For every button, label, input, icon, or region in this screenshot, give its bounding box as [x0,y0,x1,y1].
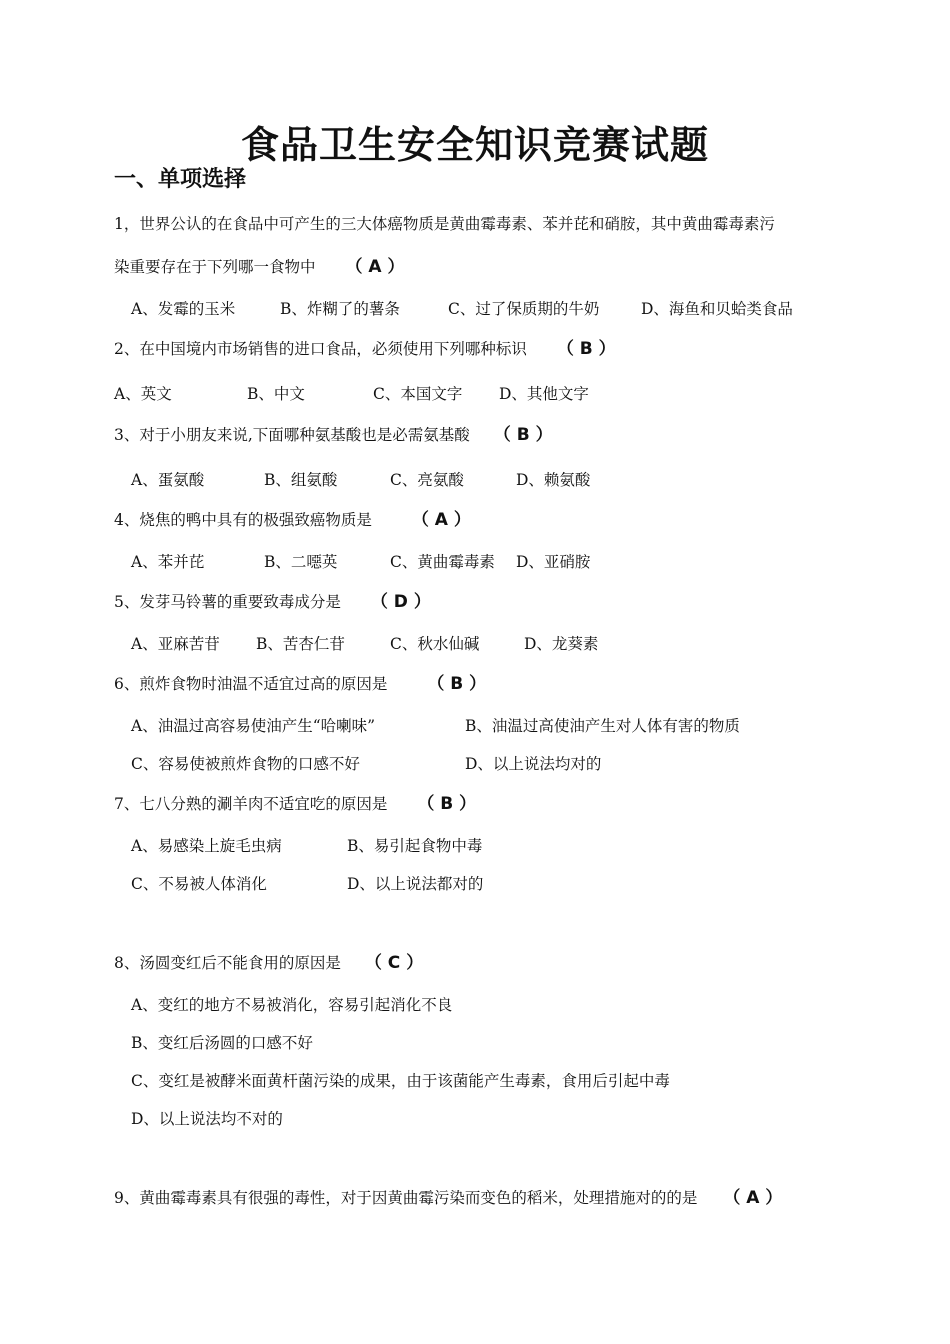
question-8-option-a: A、变红的地方不易被消化，容易引起消化不良 [131,996,453,1014]
question-3-text: 3、对于小朋友来说,下面哪种氨基酸也是必需氨基酸 （ B ） [114,425,553,445]
question-3-option-c: C、亮氨酸 [390,471,464,489]
question-9-text: 9、黄曲霉毒素具有很强的毒性，对于因黄曲霉污染而变色的稻米，处理措施对的的是 （ A ） [114,1188,783,1208]
question-7-text: 7、七八分熟的涮羊肉不适宜吃的原因是 （ B ） [114,794,477,814]
question-2-answer: （ B ） [556,339,616,359]
question-5-option-c: C、秋水仙碱 [390,635,480,653]
question-6-answer: （ B ） [427,674,487,694]
question-3-option-d: D、赖氨酸 [516,471,591,489]
question-4-option-c: C、黄曲霉毒素 [390,553,495,571]
question-8-option-d: D、以上说法均不对的 [131,1110,283,1128]
question-6-option-d: D、以上说法均对的 [465,755,602,773]
question-1-text-line-1: 1，世界公认的在食品中可产生的三大体癌物质是黄曲霉毒素、苯并芘和硝胺，其中黄曲霉毒素污 [114,215,775,233]
question-5-option-a: A、亚麻苦苷 [131,635,220,653]
question-1-option-b: B、炸糊了的薯条 [280,300,400,318]
question-2-option-a: A、英文 [114,385,172,403]
question-1-option-a: A、发霉的玉米 [131,300,236,318]
question-8-text: 8、汤圆变红后不能食用的原因是 （ C ） [114,953,424,973]
document-title: 食品卫生安全知识竞赛试题 [240,123,709,167]
question-4-option-a: A、苯并芘 [131,553,205,571]
question-7-option-d: D、以上说法都对的 [347,875,484,893]
question-5-text: 5、发芽马铃薯的重要致毒成分是 （ D ） [114,592,431,612]
question-2-text: 2、在中国境内市场销售的进口食品，必须使用下列哪种标识 （ B ） [114,339,616,359]
question-4-option-d: D、亚硝胺 [516,553,591,571]
question-1-answer: （ A ） [345,257,405,277]
question-7-option-a: A、易感染上旋毛虫病 [131,837,282,855]
question-4-option-b: B、二噁英 [264,553,338,571]
question-7-answer: （ B ） [417,794,477,814]
question-9-answer: （ A ） [723,1188,783,1208]
question-7-option-b: B、易引起食物中毒 [347,837,483,855]
question-4-answer: （ A ） [411,510,471,530]
question-6-option-a: A、油温过高容易使油产生“哈喇味” [131,717,376,735]
question-2-option-c: C、本国文字 [373,385,463,403]
question-5-answer: （ D ） [370,592,431,612]
question-1-text-line-2: 染重要存在于下列哪一食物中 （ A ） [114,257,405,277]
question-2-option-b: B、中文 [247,385,305,403]
question-3-answer: （ B ） [493,425,553,445]
question-1-option-d: D、海鱼和贝蛤类食品 [641,300,793,318]
question-4-text: 4、烧焦的鸭中具有的极强致癌物质是 （ A ） [114,510,471,530]
question-1-option-c: C、过了保质期的牛奶 [448,300,600,318]
question-6-option-b: B、油温过高使油产生对人体有害的物质 [465,717,740,735]
question-5-option-b: B、苦杏仁苷 [256,635,345,653]
question-2-option-d: D、其他文字 [499,385,589,403]
section-heading: 一、单项选择 [114,167,247,192]
question-6-text: 6、煎炸食物时油温不适宜过高的原因是 （ B ） [114,674,487,694]
question-3-option-a: A、蛋氨酸 [131,471,205,489]
question-7-option-c: C、不易被人体消化 [131,875,267,893]
question-8-answer: （ C ） [364,953,424,973]
question-8-option-c: C、变红是被酵米面黄杆菌污染的成果，由于该菌能产生毒素，食用后引起中毒 [131,1072,670,1090]
question-8-option-b: B、变红后汤圆的口感不好 [131,1034,313,1052]
question-3-option-b: B、组氨酸 [264,471,338,489]
question-5-option-d: D、龙葵素 [524,635,599,653]
question-6-option-c: C、容易使被煎炸食物的口感不好 [131,755,360,773]
